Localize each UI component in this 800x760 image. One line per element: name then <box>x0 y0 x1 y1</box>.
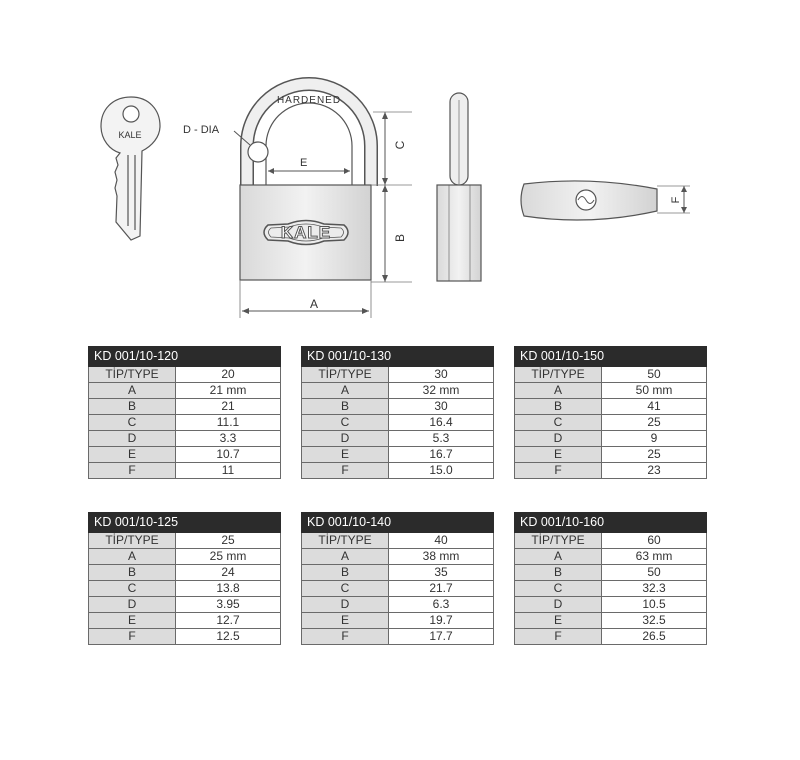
brand-logo-text: KALE <box>280 223 332 242</box>
spec-table-title: KD 001/10-130 <box>302 347 494 367</box>
row-label: F <box>302 629 389 645</box>
row-label: D <box>89 597 176 613</box>
row-value: 13.8 <box>176 581 281 597</box>
row-label: TİP/TYPE <box>515 367 602 383</box>
row-label: F <box>89 463 176 479</box>
row-label: C <box>515 581 602 597</box>
row-value: 50 mm <box>602 383 707 399</box>
row-label: B <box>89 565 176 581</box>
spec-table-kd-001-10-150 <box>514 346 707 479</box>
row-label: B <box>515 565 602 581</box>
d-dia-marker <box>248 142 268 162</box>
row-value: 15.0 <box>389 463 494 479</box>
row-label: E <box>515 447 602 463</box>
dim-a-label: A <box>310 297 319 311</box>
row-label: A <box>302 549 389 565</box>
row-value: 25 <box>602 415 707 431</box>
spec-table-kd-001-10-130 <box>301 346 494 479</box>
row-value: 63 mm <box>602 549 707 565</box>
row-label: E <box>302 447 389 463</box>
spec-table-title: KD 001/10-140 <box>302 513 494 533</box>
row-label: F <box>302 463 389 479</box>
spec-table-title: KD 001/10-125 <box>89 513 281 533</box>
row-value: 25 <box>602 447 707 463</box>
row-value: 25 mm <box>176 549 281 565</box>
side-view <box>437 93 481 281</box>
row-value: 12.5 <box>176 629 281 645</box>
row-value: 20 <box>176 367 281 383</box>
row-value: 30 <box>389 367 494 383</box>
row-label: C <box>302 581 389 597</box>
row-value: 12.7 <box>176 613 281 629</box>
row-value: 38 mm <box>389 549 494 565</box>
row-value: 21 <box>176 399 281 415</box>
row-value: 41 <box>602 399 707 415</box>
dim-d-label: D - DIA <box>183 124 220 136</box>
dim-c-label: C <box>393 140 407 150</box>
row-value: 60 <box>602 533 707 549</box>
row-value: 19.7 <box>389 613 494 629</box>
row-label: A <box>515 549 602 565</box>
row-value: 26.5 <box>602 629 707 645</box>
dim-b-label: B <box>393 233 407 243</box>
row-value: 25 <box>176 533 281 549</box>
shackle-label: HARDENED <box>276 95 342 106</box>
padlock-technical-drawing <box>0 0 800 330</box>
row-value: 16.4 <box>389 415 494 431</box>
row-value: 21 mm <box>176 383 281 399</box>
dim-e-label: E <box>300 157 308 169</box>
row-value: 50 <box>602 565 707 581</box>
row-value: 17.7 <box>389 629 494 645</box>
row-value: 6.3 <box>389 597 494 613</box>
spec-table-kd-001-10-160 <box>514 512 707 645</box>
row-value: 11 <box>176 463 281 479</box>
row-label: A <box>89 383 176 399</box>
key-drawing <box>101 97 160 240</box>
row-label: B <box>302 565 389 581</box>
row-value: 50 <box>602 367 707 383</box>
spec-table-title: KD 001/10-150 <box>515 347 707 367</box>
row-value: 11.1 <box>176 415 281 431</box>
spec-table-kd-001-10-120 <box>88 346 281 479</box>
row-label: E <box>302 613 389 629</box>
dim-f-label: F <box>670 196 682 204</box>
row-value: 32 mm <box>389 383 494 399</box>
row-label: C <box>302 415 389 431</box>
row-value: 9 <box>602 431 707 447</box>
row-label: B <box>302 399 389 415</box>
row-label: TİP/TYPE <box>89 533 176 549</box>
row-value: 3.3 <box>176 431 281 447</box>
row-label: E <box>515 613 602 629</box>
spec-table-kd-001-10-125 <box>88 512 281 645</box>
row-label: E <box>89 613 176 629</box>
row-value: 10.7 <box>176 447 281 463</box>
row-label: D <box>515 431 602 447</box>
spec-table-title: KD 001/10-160 <box>515 513 707 533</box>
key-label: KALE <box>118 130 142 140</box>
row-label: D <box>302 431 389 447</box>
row-label: B <box>89 399 176 415</box>
spec-table-title: KD 001/10-120 <box>89 347 281 367</box>
row-value: 5.3 <box>389 431 494 447</box>
row-label: A <box>302 383 389 399</box>
row-label: A <box>89 549 176 565</box>
row-value: 10.5 <box>602 597 707 613</box>
row-label: TİP/TYPE <box>89 367 176 383</box>
row-label: F <box>515 463 602 479</box>
row-value: 21.7 <box>389 581 494 597</box>
row-value: 32.5 <box>602 613 707 629</box>
spec-table-kd-001-10-140 <box>301 512 494 645</box>
row-label: C <box>515 415 602 431</box>
row-label: D <box>515 597 602 613</box>
row-label: D <box>302 597 389 613</box>
row-label: TİP/TYPE <box>515 533 602 549</box>
row-value: 24 <box>176 565 281 581</box>
row-label: E <box>89 447 176 463</box>
row-label: D <box>89 431 176 447</box>
row-label: TİP/TYPE <box>302 367 389 383</box>
row-value: 30 <box>389 399 494 415</box>
row-label: A <box>515 383 602 399</box>
bottom-view <box>521 181 690 220</box>
row-value: 35 <box>389 565 494 581</box>
row-label: TİP/TYPE <box>302 533 389 549</box>
row-label: F <box>89 629 176 645</box>
row-label: C <box>89 581 176 597</box>
row-label: C <box>89 415 176 431</box>
row-value: 40 <box>389 533 494 549</box>
row-value: 32.3 <box>602 581 707 597</box>
row-value: 16.7 <box>389 447 494 463</box>
row-label: B <box>515 399 602 415</box>
row-value: 23 <box>602 463 707 479</box>
row-label: F <box>515 629 602 645</box>
row-value: 3.95 <box>176 597 281 613</box>
